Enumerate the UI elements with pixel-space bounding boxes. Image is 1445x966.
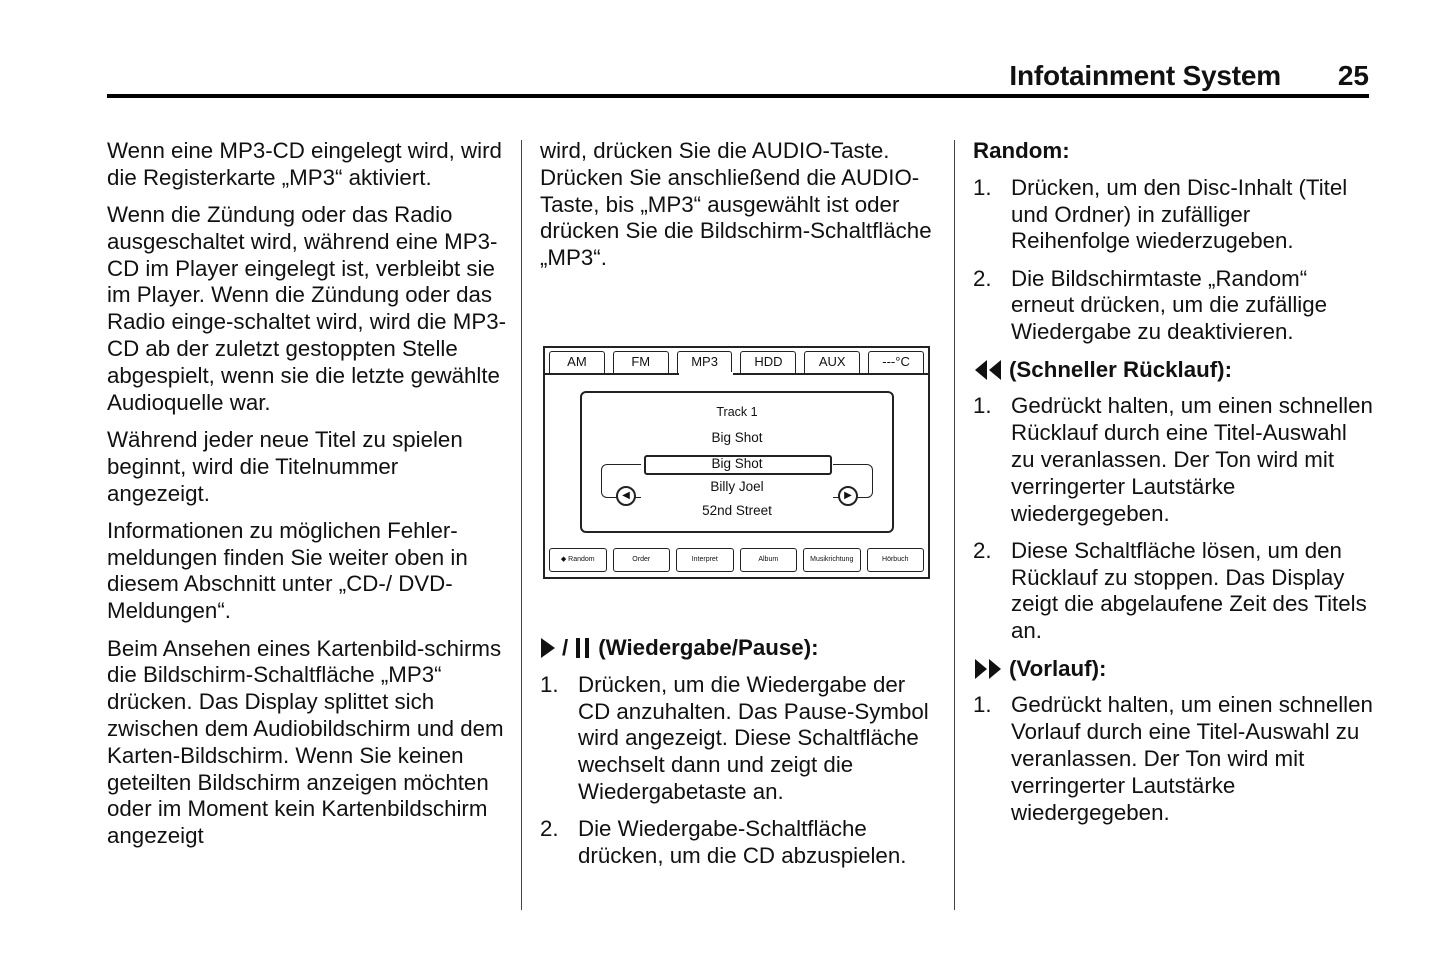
next-arrow-icon[interactable]: ▶ <box>838 486 858 506</box>
forward-heading <box>973 656 1373 683</box>
fast-forward-icon <box>973 657 1003 681</box>
order-button[interactable]: Order <box>613 548 671 572</box>
paragraph: Wenn eine MP3-CD eingelegt wird, wird die Registerkarte „MP3“ aktiviert. <box>107 138 502 190</box>
play-pause-steps <box>540 672 940 870</box>
step-number: 1. <box>540 671 559 697</box>
random-button[interactable]: ◆ Random <box>549 548 607 572</box>
forward-steps <box>973 692 1373 826</box>
album-line: 52nd Street <box>702 503 772 518</box>
tab-underline <box>545 373 928 375</box>
step-number: 2. <box>973 537 992 563</box>
play-pause-section <box>540 635 940 880</box>
paragraph: Wenn die Zündung oder das Radio ausgeschaltet wird, während eine MP3-CD im Player eingelegt ist, verbleibt sie im Player. Wenn die Zündung oder das Radio einge-schaltet wird, wird die MP3-CD ab der zuletzt gestoppten Stelle abgespielt, wenn sie die letzte gewählte Audioquelle war. <box>107 202 507 415</box>
list-item <box>540 672 940 806</box>
list-item <box>973 692 1373 826</box>
rewind-steps <box>973 393 1373 645</box>
play-pause-heading <box>540 635 940 662</box>
tab-hdd[interactable]: HDD <box>740 351 796 373</box>
audiobook-button[interactable]: Hörbuch <box>867 548 925 572</box>
selected-track-line: Big Shot <box>711 456 763 471</box>
genre-button[interactable]: Musikrichtung <box>803 548 861 572</box>
pause-icon <box>574 637 592 659</box>
paragraph: Beim Ansehen eines Kartenbild-schirms die Bildschirm-Schaltfläche „MP3“ drücken. Das Display splittet sich zwischen dem Audiobildschirm und dem Karten-Bildschirm. Wenn Sie keinen geteilten Bildschirm anzeigen möchten oder im Moment kein Kartenbildschirm angezeigt <box>107 635 504 849</box>
list-item <box>973 393 1373 527</box>
step-number: 1. <box>973 174 992 200</box>
track-label: Track 1 <box>716 405 758 419</box>
step-text: Drücken, um die Wiedergabe der CD anzuhalten. Das Pause-Symbol wird angezeigt. Diese Schaltfläche wechselt dann und zeigt die Wiedergabetaste an. <box>578 671 929 804</box>
active-tab-gap <box>679 372 733 376</box>
page-header <box>107 56 1369 98</box>
step-text: Diese Schaltfläche lösen, um den Rücklauf zu stoppen. Das Display zeigt die abgelaufene Zeit des Titels an. <box>1011 537 1367 644</box>
step-number: 1. <box>973 393 992 419</box>
step-text: Gedrückt halten, um einen schnellen Vorlauf durch eine Titel-Auswahl zu veranlassen. Der Ton wird mit verringerter Lautstärke wiedergegeben. <box>1011 692 1373 825</box>
soft-button-bar <box>549 548 924 572</box>
prev-arrow-icon[interactable]: ◀ <box>616 486 636 506</box>
infotainment-screen-figure <box>543 346 930 579</box>
column-divider <box>521 140 522 910</box>
section-title: Infotainment System <box>1009 60 1281 91</box>
heading-text: (Vorlauf): <box>1009 655 1107 681</box>
paragraph: Während jeder neue Titel zu spielen beginnt, wird die Titelnummer angezeigt. <box>107 426 463 506</box>
step-text: Die Bildschirmtaste „Random“ erneut drücken, um die zufällige Wiedergabe zu deaktivieren. <box>1011 265 1328 345</box>
list-item <box>973 538 1373 645</box>
paragraph: wird, drücken Sie die AUDIO-Taste. Drücken Sie anschließend die AUDIO-Taste, bis „MP3“ ausgewählt ist oder drücken Sie die Bildschirm-Schaltfläche „MP3“. <box>540 138 932 271</box>
random-steps <box>973 175 1373 346</box>
tab-mp3[interactable]: MP3 <box>677 351 733 373</box>
step-number: 2. <box>973 265 992 291</box>
artist-line: Billy Joel <box>710 479 764 494</box>
rewind-icon <box>973 358 1003 382</box>
list-item <box>540 816 940 870</box>
heading-text: (Wiedergabe/Pause): <box>598 635 819 660</box>
step-text: Gedrückt halten, um einen schnellen Rücklauf durch eine Titel-Auswahl zu veranlassen. Der Ton wird mit verringerter Lautstärke wiedergegeben. <box>1011 393 1373 526</box>
column-divider <box>954 140 955 910</box>
tab-aux[interactable]: AUX <box>804 351 860 373</box>
play-icon <box>540 637 556 659</box>
paragraph: Informationen zu möglichen Fehler-meldungen finden Sie weiter oben in diesem Abschnitt unter „CD-/ DVD-Meldungen“. <box>107 517 468 624</box>
random-heading: Random: <box>973 138 1070 163</box>
step-text: Drücken, um den Disc-Inhalt (Titel und Ordner) in zufälliger Reihenfolge wiederzugeben. <box>1011 174 1348 254</box>
tab-temperature[interactable]: ---°C <box>868 351 924 373</box>
list-item <box>973 175 1373 255</box>
heading-text: (Schneller Rücklauf): <box>1009 356 1233 382</box>
separator-text: / <box>562 635 569 660</box>
rewind-heading <box>973 357 1373 384</box>
track-line: Big Shot <box>711 430 763 445</box>
step-text: Die Wiedergabe-Schaltfläche drücken, um die CD abzuspielen. <box>578 816 907 869</box>
tab-am[interactable]: AM <box>549 351 605 373</box>
list-item <box>973 266 1373 346</box>
page-number: 25 <box>1337 60 1369 91</box>
column-1 <box>107 138 507 860</box>
tab-fm[interactable]: FM <box>613 351 669 373</box>
source-tabs <box>549 351 924 373</box>
step-number: 1. <box>973 692 992 718</box>
track-display <box>580 391 894 533</box>
column-3 <box>973 138 1373 837</box>
interpret-button[interactable]: Interpret <box>676 548 734 572</box>
album-button[interactable]: Album <box>740 548 798 572</box>
column-2 <box>540 138 940 282</box>
step-number: 2. <box>540 816 559 842</box>
